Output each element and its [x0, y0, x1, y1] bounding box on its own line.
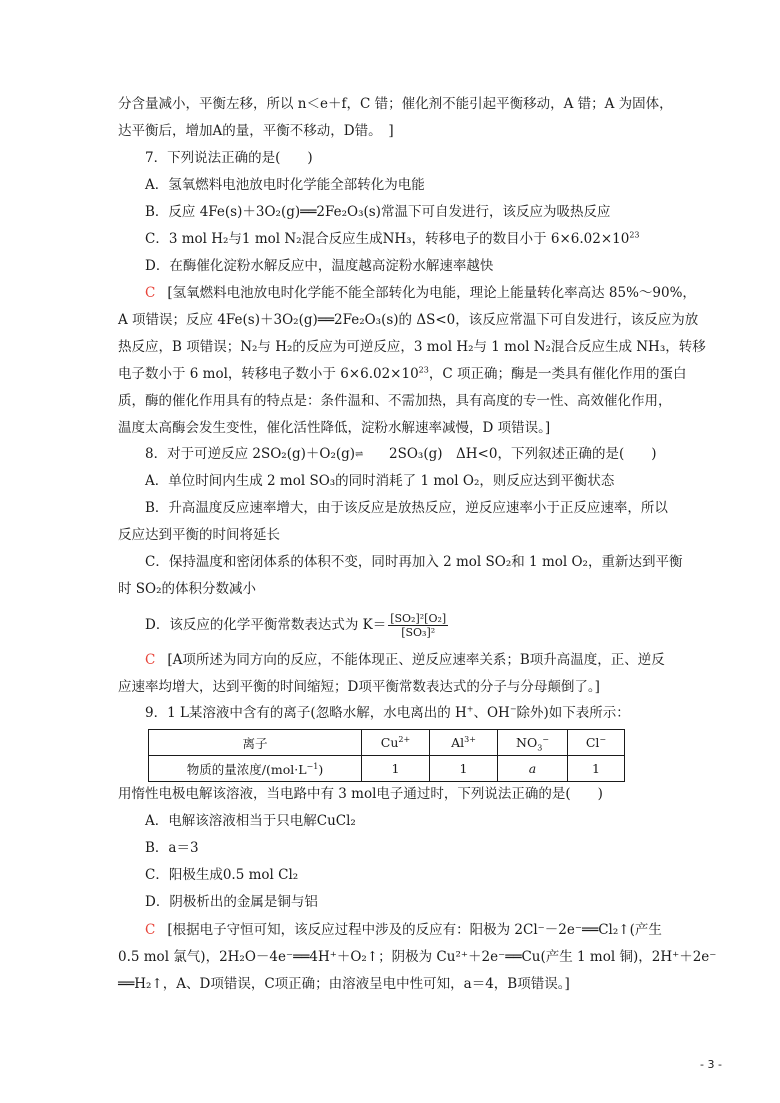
q9-explanation-3: ══H₂↑，A、D项错误，C项正确；由溶液呈电中性可知，a＝4，B项错误。] [118, 976, 570, 992]
q8-option-a: A．单位时间内生成 2 mol SO₃的同时消耗了 1 mol O₂，则反应达到平衡状态 [145, 473, 615, 489]
q7-explanation-4: 电子数小于 6 mol，转移电子数小于 $6\times 6.02\times 10^{23}$，C 项正确；酶是一类具有催化作用的蛋白 [118, 365, 687, 382]
table-value-cu: 1 [362, 756, 430, 782]
table-header-cu: $Cu^{2+}$ [362, 730, 430, 756]
q8-option-d: D．该反应的化学平衡常数表达式为 K＝ $\frac{\text{[SO₂]²[O₂]}}{\text{[SO₃]²}}$ [145, 612, 447, 639]
q9-option-d: D．阴极析出的金属是铜与铝 [145, 894, 318, 910]
q8-option-b-2: 反应达到平衡的时间将延长 [118, 527, 280, 543]
q8-stem: 8．对于可逆反应 2SO₂(g)＋O₂(g)⇌ 2SO₃(g) ΔH<0，下列叙述正确的是( ) [145, 444, 656, 465]
q8-option-c-1: C．保持温度和密闭体系的体积不变，同时再加入 2 mol SO₂和 1 mol O₂，重新达到平衡 [145, 554, 683, 570]
q9-question: 用惰性电极电解该溶液，当电路中有 3 mol电子通过时，下列说法正确的是( ) [118, 786, 603, 802]
q9-explanation-1: C [根据电子守恒可知，该反应过程中涉及的反应有：阳极为 2Cl⁻－2e⁻══Cl₂↑(产生 [145, 922, 662, 938]
q7-explanation-2: A 项错误；反应 4Fe(s)＋3O₂(g)══2Fe₂O₃(s)的 ΔS<0，该反应常温下可自发进行，该反应为放 [118, 312, 699, 328]
q7-option-a: A．氢氧燃料电池放电时化学能全部转化为电能 [145, 177, 425, 193]
q7-option-c: C．3 mol H₂与1 mol N₂混合反应生成NH₃，转移电子的数目小于 $6\times 6.02\times 10^{23}$ [145, 230, 640, 247]
table-value-cl: 1 [568, 756, 625, 782]
equilibrium-arrow-icon: ⇌ [355, 448, 362, 460]
q9-stem: 9．1 L某溶液中含有的离子(忽略水解，水电离出的 H+、OH−除外)如下表所示： [145, 704, 630, 721]
q7-explanation-6: 温度太高酶会发生变性，催化活性降低，淀粉水解速率减慢，D 项错误。] [118, 420, 551, 436]
q7-option-d: D．在酶催化淀粉水解反应中，温度越高淀粉水解速率越快 [145, 258, 494, 274]
table-value-no3: a [498, 756, 568, 782]
carryover-line-1: 分含量减小，平衡左移，所以 n＜e＋f，C 错；催化剂不能引起平衡移动，A 错；A 为固体， [118, 96, 673, 112]
q9-explanation-2: 0.5 mol 氯气)，2H₂O－4e⁻══4H⁺＋O₂↑；阴极为 Cu²⁺＋2e⁻══Cu(产生 1 mol 铜)，2H⁺＋2e⁻ [118, 949, 717, 965]
table-value-al: 1 [430, 756, 498, 782]
q7-explanation-1: C [氢氧燃料电池放电时化学能不能全部转化为电能，理论上能量转化率高达 85%～90%， [145, 285, 696, 301]
q7-answer-letter: C [145, 285, 156, 301]
table-header-al: $Al^{3+}$ [430, 730, 498, 756]
q7-option-b: B．反应 4Fe(s)＋3O₂(g)══2Fe₂O₃(s)常温下可自发进行，该反应为吸热反应 [145, 204, 611, 220]
q7-explanation-3: 热反应，B 项错误；N₂与 H₂的反应为可逆反应，3 mol H₂与 1 mol N₂混合反应生成 NH₃，转移 [118, 339, 706, 355]
carryover-line-2: 达平衡后，增加A的量，平衡不移动，D错。 ] [118, 123, 394, 139]
table-header-label: 离子 [149, 730, 362, 756]
table-header-cl: Cl− [568, 730, 625, 756]
q8-option-c-2: 时 SO₂的体积分数减小 [118, 581, 257, 597]
q9-option-a: A．电解该溶液相当于只电解CuCl₂ [145, 813, 356, 829]
q8-option-b-1: B．升高温度反应速率增大，由于该反应是放热反应，逆反应速率小于正反应速率，所以 [145, 500, 668, 516]
table-header-no3: $NO_3^-$ [498, 730, 568, 756]
q9-option-c: C．阳极生成0.5 mol Cl₂ [145, 867, 299, 883]
q7-explanation-5: 质，酶的催化作用具有的特点是：条件温和、不需加热，具有高度的专一性、高效催化作用， [118, 393, 672, 409]
equilibrium-constant-fraction: $\frac{\text{[SO₂]²[O₂]}}{\text{[SO₃]²}}$ [390, 612, 447, 639]
table-row [149, 756, 625, 782]
q8-explanation-2: 应速率均增大，达到平衡的时间缩短；D项平衡常数表达式的分子与分母颠倒了。] [118, 679, 600, 695]
q9-answer-letter: C [145, 922, 156, 938]
q8-answer-letter: C [145, 652, 156, 668]
page-number: - 3 - [700, 1058, 722, 1071]
q7-stem: 7．下列说法正确的是( ) [145, 150, 313, 166]
ion-concentration-table [148, 729, 625, 782]
q8-explanation-1: C [A项所述为同方向的反应，不能体现正、逆反应速率关系；B项升高温度，正、逆反 [145, 652, 665, 668]
table-row-label: 物质的量浓度$/(mol\cdot L^{-1})$ [149, 756, 362, 782]
q9-option-b: B．a＝3 [145, 840, 199, 856]
table-header-row [149, 730, 625, 756]
